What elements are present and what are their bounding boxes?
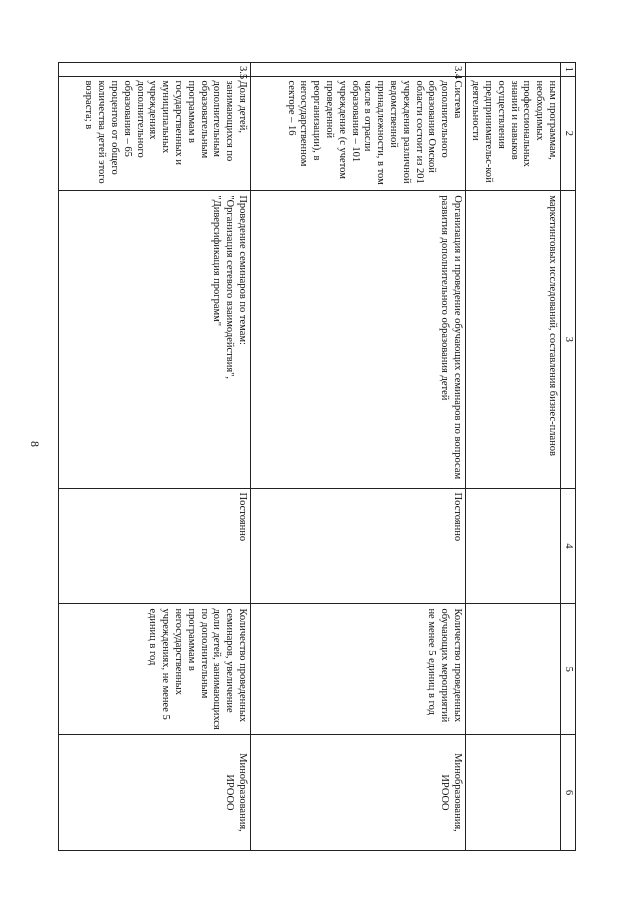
col-header-5: 5 <box>561 604 576 735</box>
measure-cell: Организация и проведение обучающих семинаров по вопросам развития дополнительного образования детей <box>251 191 466 488</box>
problem-cell: Система дополнительного образования Омской области состоит из 201 учреждения различной ведомственной принадлежности, в том числе в отрасли образования – 101 учреждение (с учетом проведенной реорганизации), в негосударственном секторе – 16 <box>251 76 466 191</box>
term-cell: Постоянно <box>59 488 251 604</box>
measure-cell: Проведение семинаров по темам: "Организация сетевого взаимодействия", "Диверсификация программ" <box>59 191 251 488</box>
row-number: 3.4 <box>251 63 466 77</box>
header-row <box>561 63 576 851</box>
term-cell <box>466 488 561 604</box>
col-header-6: 6 <box>561 735 576 851</box>
col-header-2: 2 <box>561 76 576 191</box>
indicator-cell: Количество проведенных обучающих мероприятий не менее 5 единиц в год <box>251 604 466 735</box>
row-number: 3.5 <box>59 63 251 77</box>
page-number: 8 <box>28 441 42 447</box>
table-row <box>251 63 466 851</box>
col-header-1: 1 <box>561 63 576 77</box>
table-row <box>466 63 561 851</box>
row-number <box>466 63 561 77</box>
responsible-cell <box>466 735 561 851</box>
indicator-cell: Количество проведенных семинаров, увеличение доли детей, занимающихся по дополнительным программам в негосударственных учреждениях, не менее 5 единиц в год <box>59 604 251 735</box>
responsible-cell: Минобразования, ИРООО <box>251 735 466 851</box>
plan-table <box>58 62 576 851</box>
measure-cell: маркетинговых исследований, составления бизнес-планов <box>466 191 561 488</box>
term-cell: Постоянно <box>251 488 466 604</box>
problem-cell: ным программам, необходимых профессиональных знаний и навыков осуществления предпринимательс-кой деятельности <box>466 76 561 191</box>
col-header-3: 3 <box>561 191 576 488</box>
table-row <box>59 63 251 851</box>
col-header-4: 4 <box>561 488 576 604</box>
responsible-cell: Минобразования, ИРООО <box>59 735 251 851</box>
rotated-table-wrapper <box>58 62 576 851</box>
indicator-cell <box>466 604 561 735</box>
problem-cell: Доля детей, занимающихся по дополнительным образовательным программам в государственных и муниципальных учреждениях дополнительного образования – 65 процентов от общего количества детей этого возраста; в <box>59 76 251 191</box>
